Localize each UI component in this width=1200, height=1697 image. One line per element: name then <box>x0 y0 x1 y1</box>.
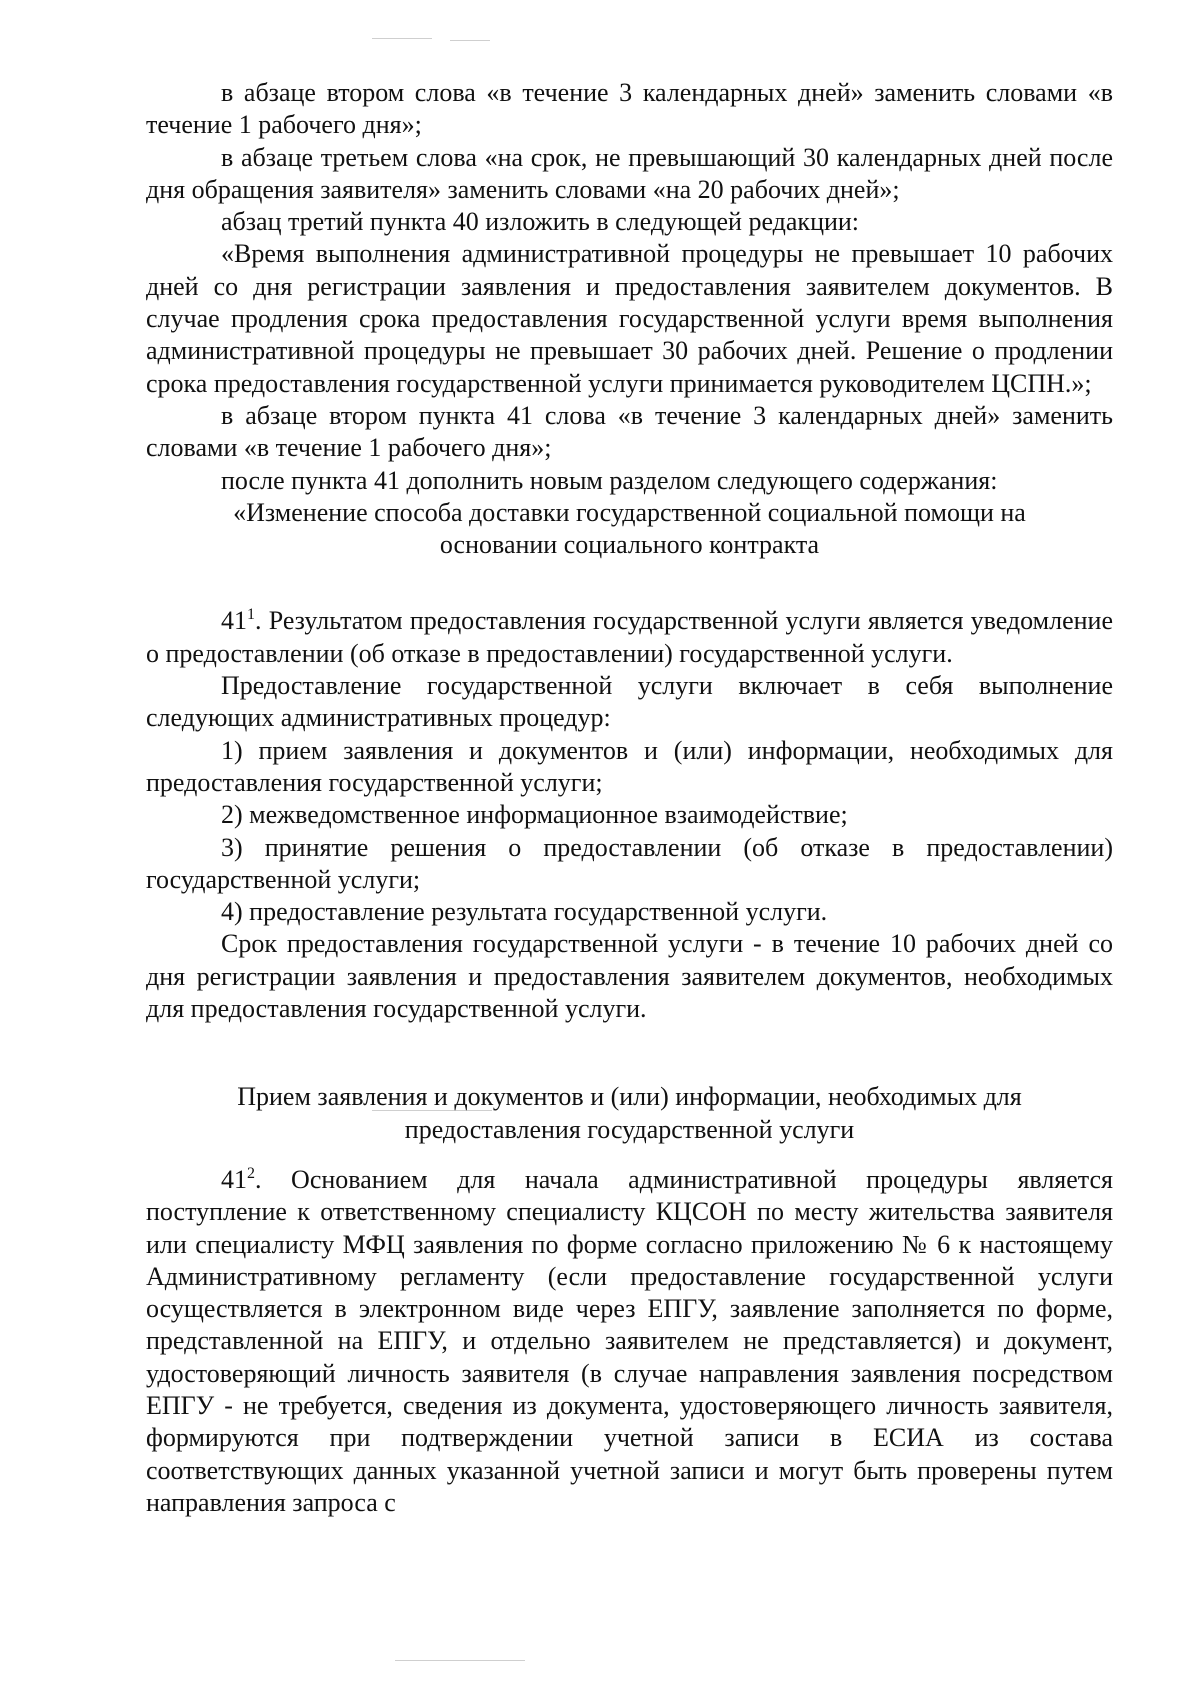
list-item: 3) принятие решения о предоставлении (об отказе в предоставлении) государственной услуги; <box>146 832 1113 894</box>
paragraph: абзац третий пункта 40 изложить в следующей редакции: <box>221 207 860 237</box>
paragraph: «Время выполнения административной процедуры не превышает 10 рабочих дней со дня регистрации заявления и предоставления заявителем документов. В случае продления срока предоставления государственной услуги время выполнения административной процедуры не превышает 30 рабочих дней. Решение о продлении срока предоставления государственной услуги принимается руководителем ЦСПН.»; <box>146 239 1113 398</box>
paragraph: в абзаце третьем слова «на срок, не превышающий 30 календарных дней после дня обращения заявителя» заменить словами «на 20 рабочих дней»; <box>146 142 1113 204</box>
item-superscript: 1 <box>247 606 255 624</box>
list-item: 2) межведомственное информационное взаимодействие; <box>221 800 848 830</box>
scan-artifact <box>450 40 490 41</box>
section-heading: «Изменение способа доставки государственной социальной помощи на основании социального контракта <box>233 497 1026 560</box>
scan-artifact <box>395 1660 525 1661</box>
paragraph: Предоставление государственной услуги включает в себя выполнение следующих административных процедур: <box>146 671 1113 733</box>
paragraph: в абзаце втором слова «в течение 3 календарных дней» заменить словами «в течение 1 рабочего дня»; <box>146 78 1113 140</box>
paragraph: после пункта 41 дополнить новым разделом следующего содержания: <box>221 465 998 495</box>
numbered-item <box>146 1164 1113 1519</box>
paragraph: Срок предоставления государственной услуги - в течение 10 рабочих дней со дня регистрации заявления и предоставления заявителем документов, необходимых для предоставления государственной услуги. <box>146 929 1113 1024</box>
paragraph: в абзаце втором пункта 41 слова «в течение 3 календарных дней» заменить словами «в течение 1 рабочего дня»; <box>146 400 1113 463</box>
list-item: 4) предоставление результата государственной услуги. <box>221 897 828 927</box>
scan-artifact <box>372 38 432 39</box>
numbered-item <box>146 605 1113 670</box>
item-text: . Основанием для начала административной процедуры является поступление к ответственному специалисту КЦСОН по месту жительства заявителя или специалисту МФЦ заявления по форме согласно приложению № 6 к настоящему Административному регламенту (если предоставление государственной услуги осуществляется в электронном виде через ЕПГУ, заявление заполняется по форме, представленной на ЕПГУ, и отдельно заявителем не представляется) и документ, удостоверяющий личность заявителя (в случае направления заявления посредством ЕПГУ - не требуется, сведения из документа, удостоверяющего личность заявителя, формируются при подтверждении учетной записи в ЕСИА из состава соответствующих данных указанной учетной записи и могут быть проверены путем направления запроса с <box>146 1164 1113 1517</box>
list-item: 1) прием заявления и документов и (или) информации, необходимых для предоставления государственной услуги; <box>146 735 1113 797</box>
item-superscript: 2 <box>247 1164 255 1182</box>
document-body <box>146 77 1113 1519</box>
item-number: 41 <box>221 1164 247 1194</box>
item-number: 41 <box>221 606 247 636</box>
item-text: . Результатом предоставления государственной услуги является уведомление о предоставлении (об отказе в предоставлении) государственной услуги. <box>146 606 1113 668</box>
section-heading: Прием заявления и документов и (или) информации, необходимых для предоставления государственной услуги <box>237 1082 1022 1144</box>
